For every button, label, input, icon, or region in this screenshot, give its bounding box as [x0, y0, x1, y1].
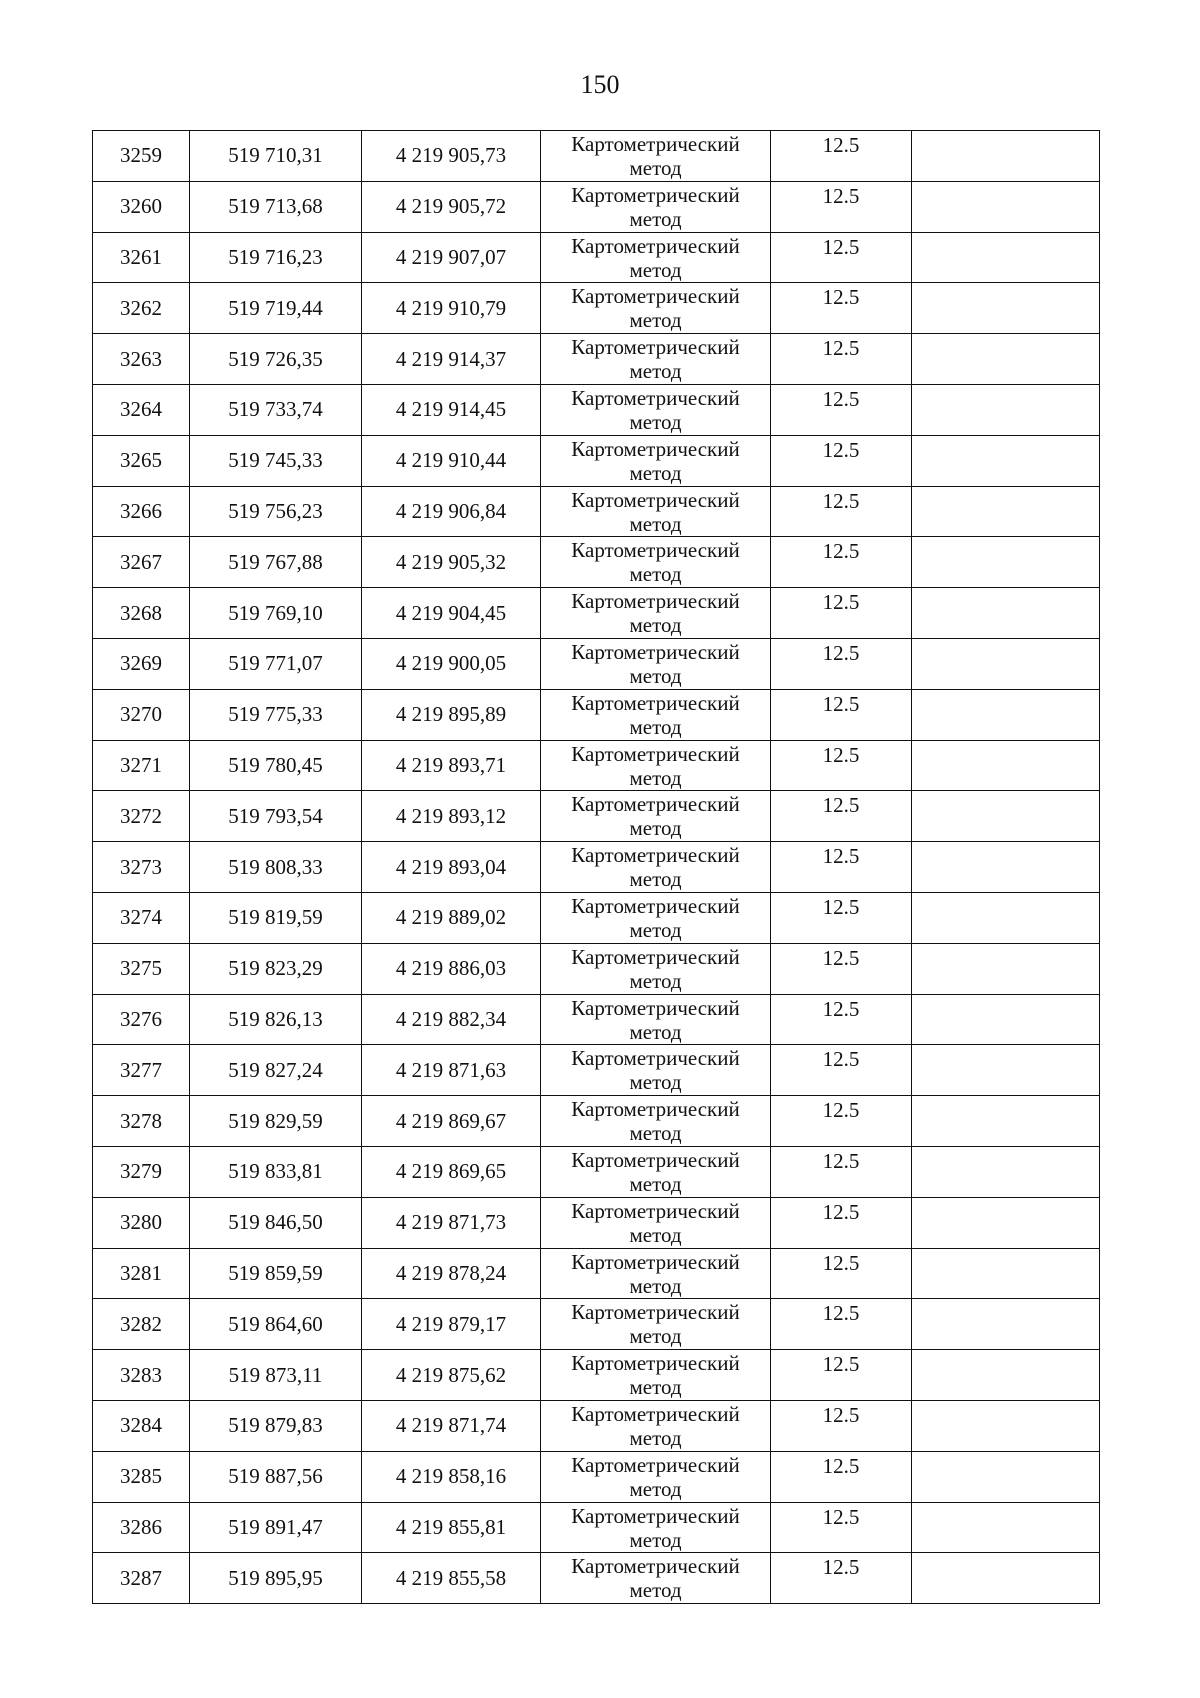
y-coordinate-cell: 4 219 914,45	[362, 384, 541, 435]
y-coordinate-cell: 4 219 879,17	[362, 1299, 541, 1350]
accuracy-cell: 12.5	[771, 334, 912, 385]
table-row	[93, 334, 1100, 385]
method-cell	[541, 689, 771, 740]
x-coordinate-cell: 519 767,88	[190, 537, 362, 588]
method-line-2: метод	[629, 968, 682, 993]
table-row	[93, 486, 1100, 537]
y-coordinate-cell: 4 219 858,16	[362, 1451, 541, 1502]
empty-cell	[912, 181, 1100, 232]
x-coordinate-cell: 519 859,59	[190, 1248, 362, 1299]
method-line-1: Картометрический	[571, 436, 740, 461]
method-cell	[541, 791, 771, 842]
x-coordinate-cell: 519 826,13	[190, 994, 362, 1045]
y-coordinate-cell: 4 219 910,79	[362, 283, 541, 334]
method-line-2: метод	[629, 1324, 682, 1349]
method-cell	[541, 1350, 771, 1401]
point-number-cell: 3260	[93, 181, 190, 232]
table-row	[93, 1502, 1100, 1553]
method-cell	[541, 334, 771, 385]
method-line-1: Картометрический	[571, 385, 740, 410]
x-coordinate-cell: 519 745,33	[190, 435, 362, 486]
x-coordinate-cell: 519 864,60	[190, 1299, 362, 1350]
y-coordinate-cell: 4 219 905,73	[362, 131, 541, 182]
method-cell	[541, 1096, 771, 1147]
y-coordinate-cell: 4 219 914,37	[362, 334, 541, 385]
y-coordinate-cell: 4 219 855,81	[362, 1502, 541, 1553]
point-number-cell: 3282	[93, 1299, 190, 1350]
method-line-2: метод	[629, 816, 682, 841]
method-cell	[541, 1400, 771, 1451]
empty-cell	[912, 1350, 1100, 1401]
method-line-1: Картометрический	[571, 1351, 740, 1376]
empty-cell	[912, 486, 1100, 537]
accuracy-cell: 12.5	[771, 1350, 912, 1401]
empty-cell	[912, 384, 1100, 435]
accuracy-cell: 12.5	[771, 943, 912, 994]
y-coordinate-cell: 4 219 886,03	[362, 943, 541, 994]
x-coordinate-cell: 519 895,95	[190, 1553, 362, 1604]
table-row	[93, 283, 1100, 334]
method-line-1: Картометрический	[571, 284, 740, 309]
method-cell	[541, 435, 771, 486]
table-row	[93, 384, 1100, 435]
method-line-1: Картометрический	[571, 1147, 740, 1172]
y-coordinate-cell: 4 219 895,89	[362, 689, 541, 740]
method-line-1: Картометрический	[571, 1452, 740, 1477]
accuracy-cell: 12.5	[771, 638, 912, 689]
empty-cell	[912, 791, 1100, 842]
point-number-cell: 3272	[93, 791, 190, 842]
accuracy-cell: 12.5	[771, 892, 912, 943]
point-number-cell: 3276	[93, 994, 190, 1045]
y-coordinate-cell: 4 219 893,12	[362, 791, 541, 842]
point-number-cell: 3271	[93, 740, 190, 791]
table-row	[93, 994, 1100, 1045]
method-cell	[541, 1146, 771, 1197]
accuracy-cell: 12.5	[771, 1045, 912, 1096]
point-number-cell: 3262	[93, 283, 190, 334]
point-number-cell: 3273	[93, 842, 190, 893]
table-row	[93, 232, 1100, 283]
accuracy-cell: 12.5	[771, 1248, 912, 1299]
table-row	[93, 689, 1100, 740]
method-line-1: Картометрический	[571, 893, 740, 918]
point-number-cell: 3283	[93, 1350, 190, 1401]
method-line-2: метод	[629, 1476, 682, 1501]
empty-cell	[912, 892, 1100, 943]
x-coordinate-cell: 519 879,83	[190, 1400, 362, 1451]
table-row	[93, 943, 1100, 994]
page-number: 150	[580, 70, 620, 99]
x-coordinate-cell: 519 827,24	[190, 1045, 362, 1096]
point-number-cell: 3266	[93, 486, 190, 537]
x-coordinate-cell: 519 891,47	[190, 1502, 362, 1553]
method-line-1: Картометрический	[571, 1046, 740, 1071]
method-cell	[541, 588, 771, 639]
accuracy-cell: 12.5	[771, 1451, 912, 1502]
method-line-2: метод	[629, 1070, 682, 1095]
x-coordinate-cell: 519 710,31	[190, 131, 362, 182]
x-coordinate-cell: 519 733,74	[190, 384, 362, 435]
method-line-1: Картометрический	[571, 487, 740, 512]
method-line-2: метод	[629, 156, 682, 180]
empty-cell	[912, 1502, 1100, 1553]
method-line-1: Картометрический	[571, 335, 740, 360]
table-row	[93, 1197, 1100, 1248]
method-line-2: метод	[629, 562, 682, 587]
method-cell	[541, 486, 771, 537]
accuracy-cell: 12.5	[771, 283, 912, 334]
accuracy-cell: 12.5	[771, 435, 912, 486]
x-coordinate-cell: 519 887,56	[190, 1451, 362, 1502]
method-line-1: Картометрический	[571, 182, 740, 207]
empty-cell	[912, 638, 1100, 689]
table-row	[93, 740, 1100, 791]
table-row	[93, 537, 1100, 588]
x-coordinate-cell: 519 793,54	[190, 791, 362, 842]
method-line-1: Картометрический	[571, 639, 740, 664]
method-line-2: метод	[629, 613, 682, 638]
method-cell	[541, 131, 771, 182]
table-row	[93, 1553, 1100, 1604]
empty-cell	[912, 232, 1100, 283]
y-coordinate-cell: 4 219 910,44	[362, 435, 541, 486]
accuracy-cell: 12.5	[771, 842, 912, 893]
point-number-cell: 3277	[93, 1045, 190, 1096]
accuracy-cell: 12.5	[771, 1553, 912, 1604]
y-coordinate-cell: 4 219 904,45	[362, 588, 541, 639]
y-coordinate-cell: 4 219 900,05	[362, 638, 541, 689]
method-line-2: метод	[629, 359, 682, 384]
accuracy-cell: 12.5	[771, 791, 912, 842]
table-row	[93, 892, 1100, 943]
y-coordinate-cell: 4 219 893,04	[362, 842, 541, 893]
point-number-cell: 3285	[93, 1451, 190, 1502]
point-number-cell: 3270	[93, 689, 190, 740]
table-row	[93, 842, 1100, 893]
x-coordinate-cell: 519 829,59	[190, 1096, 362, 1147]
x-coordinate-cell: 519 808,33	[190, 842, 362, 893]
y-coordinate-cell: 4 219 871,63	[362, 1045, 541, 1096]
point-number-cell: 3264	[93, 384, 190, 435]
x-coordinate-cell: 519 833,81	[190, 1146, 362, 1197]
empty-cell	[912, 1197, 1100, 1248]
method-line-2: метод	[629, 257, 682, 282]
point-number-cell: 3263	[93, 334, 190, 385]
y-coordinate-cell: 4 219 871,73	[362, 1197, 541, 1248]
method-line-2: метод	[629, 917, 682, 942]
method-cell	[541, 943, 771, 994]
empty-cell	[912, 588, 1100, 639]
table-row	[93, 1350, 1100, 1401]
accuracy-cell: 12.5	[771, 689, 912, 740]
accuracy-cell: 12.5	[771, 588, 912, 639]
accuracy-cell: 12.5	[771, 1197, 912, 1248]
method-cell	[541, 1451, 771, 1502]
method-cell	[541, 638, 771, 689]
y-coordinate-cell: 4 219 871,74	[362, 1400, 541, 1451]
accuracy-cell: 12.5	[771, 740, 912, 791]
empty-cell	[912, 1400, 1100, 1451]
method-line-1: Картометрический	[571, 741, 740, 766]
method-line-1: Картометрический	[571, 995, 740, 1020]
empty-cell	[912, 943, 1100, 994]
accuracy-cell: 12.5	[771, 384, 912, 435]
empty-cell	[912, 334, 1100, 385]
point-number-cell: 3269	[93, 638, 190, 689]
method-cell	[541, 842, 771, 893]
method-line-2: метод	[629, 714, 682, 739]
y-coordinate-cell: 4 219 905,72	[362, 181, 541, 232]
accuracy-cell: 12.5	[771, 232, 912, 283]
x-coordinate-cell: 519 719,44	[190, 283, 362, 334]
empty-cell	[912, 740, 1100, 791]
method-cell	[541, 283, 771, 334]
empty-cell	[912, 1451, 1100, 1502]
method-line-2: метод	[629, 511, 682, 536]
accuracy-cell: 12.5	[771, 1502, 912, 1553]
method-line-2: метод	[629, 1121, 682, 1146]
method-cell	[541, 232, 771, 283]
method-cell	[541, 1045, 771, 1096]
empty-cell	[912, 1248, 1100, 1299]
x-coordinate-cell: 519 873,11	[190, 1350, 362, 1401]
y-coordinate-cell: 4 219 889,02	[362, 892, 541, 943]
method-line-2: метод	[629, 1578, 682, 1603]
table-row	[93, 588, 1100, 639]
point-number-cell: 3274	[93, 892, 190, 943]
table-row	[93, 1045, 1100, 1096]
method-cell	[541, 740, 771, 791]
accuracy-cell: 12.5	[771, 1299, 912, 1350]
method-line-2: метод	[629, 1425, 682, 1450]
point-number-cell: 3275	[93, 943, 190, 994]
empty-cell	[912, 1146, 1100, 1197]
method-cell	[541, 1299, 771, 1350]
method-cell	[541, 892, 771, 943]
method-line-1: Картометрический	[571, 589, 740, 614]
point-number-cell: 3261	[93, 232, 190, 283]
accuracy-cell: 12.5	[771, 181, 912, 232]
method-cell	[541, 537, 771, 588]
method-cell	[541, 181, 771, 232]
table-row	[93, 1096, 1100, 1147]
method-line-1: Картометрический	[571, 1503, 740, 1528]
accuracy-cell: 12.5	[771, 994, 912, 1045]
method-line-2: метод	[629, 663, 682, 688]
method-line-2: метод	[629, 1375, 682, 1400]
empty-cell	[912, 283, 1100, 334]
method-line-1: Картометрический	[571, 1554, 740, 1579]
y-coordinate-cell: 4 219 878,24	[362, 1248, 541, 1299]
method-line-2: метод	[629, 308, 682, 333]
method-line-1: Картометрический	[571, 538, 740, 563]
x-coordinate-cell: 519 775,33	[190, 689, 362, 740]
point-number-cell: 3280	[93, 1197, 190, 1248]
method-line-1: Картометрический	[571, 792, 740, 817]
method-line-1: Картометрический	[571, 1300, 740, 1325]
point-number-cell: 3287	[93, 1553, 190, 1604]
method-line-1: Картометрический	[571, 843, 740, 868]
method-cell	[541, 1502, 771, 1553]
table-row	[93, 1451, 1100, 1502]
empty-cell	[912, 537, 1100, 588]
y-coordinate-cell: 4 219 869,65	[362, 1146, 541, 1197]
y-coordinate-cell: 4 219 907,07	[362, 232, 541, 283]
empty-cell	[912, 131, 1100, 182]
x-coordinate-cell: 519 726,35	[190, 334, 362, 385]
empty-cell	[912, 842, 1100, 893]
x-coordinate-cell: 519 823,29	[190, 943, 362, 994]
table-row	[93, 1299, 1100, 1350]
coordinates-table	[92, 130, 1100, 1604]
point-number-cell: 3286	[93, 1502, 190, 1553]
method-line-2: метод	[629, 409, 682, 434]
empty-cell	[912, 1096, 1100, 1147]
point-number-cell: 3259	[93, 131, 190, 182]
method-line-1: Картометрический	[571, 944, 740, 969]
method-cell	[541, 994, 771, 1045]
method-cell	[541, 1197, 771, 1248]
table-row	[93, 1400, 1100, 1451]
point-number-cell: 3278	[93, 1096, 190, 1147]
table-row	[93, 791, 1100, 842]
y-coordinate-cell: 4 219 906,84	[362, 486, 541, 537]
x-coordinate-cell: 519 756,23	[190, 486, 362, 537]
method-line-1: Картометрический	[571, 1198, 740, 1223]
method-line-1: Картометрический	[571, 233, 740, 258]
method-line-2: метод	[629, 1527, 682, 1552]
y-coordinate-cell: 4 219 882,34	[362, 994, 541, 1045]
accuracy-cell: 12.5	[771, 537, 912, 588]
empty-cell	[912, 435, 1100, 486]
table-row	[93, 131, 1100, 182]
point-number-cell: 3265	[93, 435, 190, 486]
empty-cell	[912, 1045, 1100, 1096]
point-number-cell: 3284	[93, 1400, 190, 1451]
method-line-2: метод	[629, 1222, 682, 1247]
method-line-1: Картометрический	[571, 1097, 740, 1122]
x-coordinate-cell: 519 716,23	[190, 232, 362, 283]
table-row	[93, 1248, 1100, 1299]
accuracy-cell: 12.5	[771, 131, 912, 182]
accuracy-cell: 12.5	[771, 1400, 912, 1451]
accuracy-cell: 12.5	[771, 486, 912, 537]
empty-cell	[912, 689, 1100, 740]
table-row	[93, 638, 1100, 689]
method-cell	[541, 1248, 771, 1299]
point-number-cell: 3267	[93, 537, 190, 588]
x-coordinate-cell: 519 780,45	[190, 740, 362, 791]
method-line-2: метод	[629, 1171, 682, 1196]
empty-cell	[912, 994, 1100, 1045]
method-line-2: метод	[629, 460, 682, 485]
x-coordinate-cell: 519 713,68	[190, 181, 362, 232]
y-coordinate-cell: 4 219 855,58	[362, 1553, 541, 1604]
method-line-1: Картометрический	[571, 1249, 740, 1274]
table-body	[93, 131, 1100, 1604]
method-line-2: метод	[629, 765, 682, 790]
x-coordinate-cell: 519 771,07	[190, 638, 362, 689]
x-coordinate-cell: 519 846,50	[190, 1197, 362, 1248]
table-row	[93, 1146, 1100, 1197]
empty-cell	[912, 1299, 1100, 1350]
accuracy-cell: 12.5	[771, 1096, 912, 1147]
method-line-2: метод	[629, 1019, 682, 1044]
y-coordinate-cell: 4 219 875,62	[362, 1350, 541, 1401]
accuracy-cell: 12.5	[771, 1146, 912, 1197]
point-number-cell: 3281	[93, 1248, 190, 1299]
method-line-2: метод	[629, 867, 682, 892]
empty-cell	[912, 1553, 1100, 1604]
method-line-2: метод	[629, 1273, 682, 1298]
method-line-2: метод	[629, 206, 682, 231]
y-coordinate-cell: 4 219 905,32	[362, 537, 541, 588]
y-coordinate-cell: 4 219 869,67	[362, 1096, 541, 1147]
table-row	[93, 181, 1100, 232]
point-number-cell: 3268	[93, 588, 190, 639]
x-coordinate-cell: 519 769,10	[190, 588, 362, 639]
method-cell	[541, 384, 771, 435]
y-coordinate-cell: 4 219 893,71	[362, 740, 541, 791]
point-number-cell: 3279	[93, 1146, 190, 1197]
method-line-1: Картометрический	[571, 1401, 740, 1426]
table-row	[93, 435, 1100, 486]
method-line-1: Картометрический	[571, 690, 740, 715]
method-cell	[541, 1553, 771, 1604]
x-coordinate-cell: 519 819,59	[190, 892, 362, 943]
method-line-1: Картометрический	[571, 132, 740, 156]
